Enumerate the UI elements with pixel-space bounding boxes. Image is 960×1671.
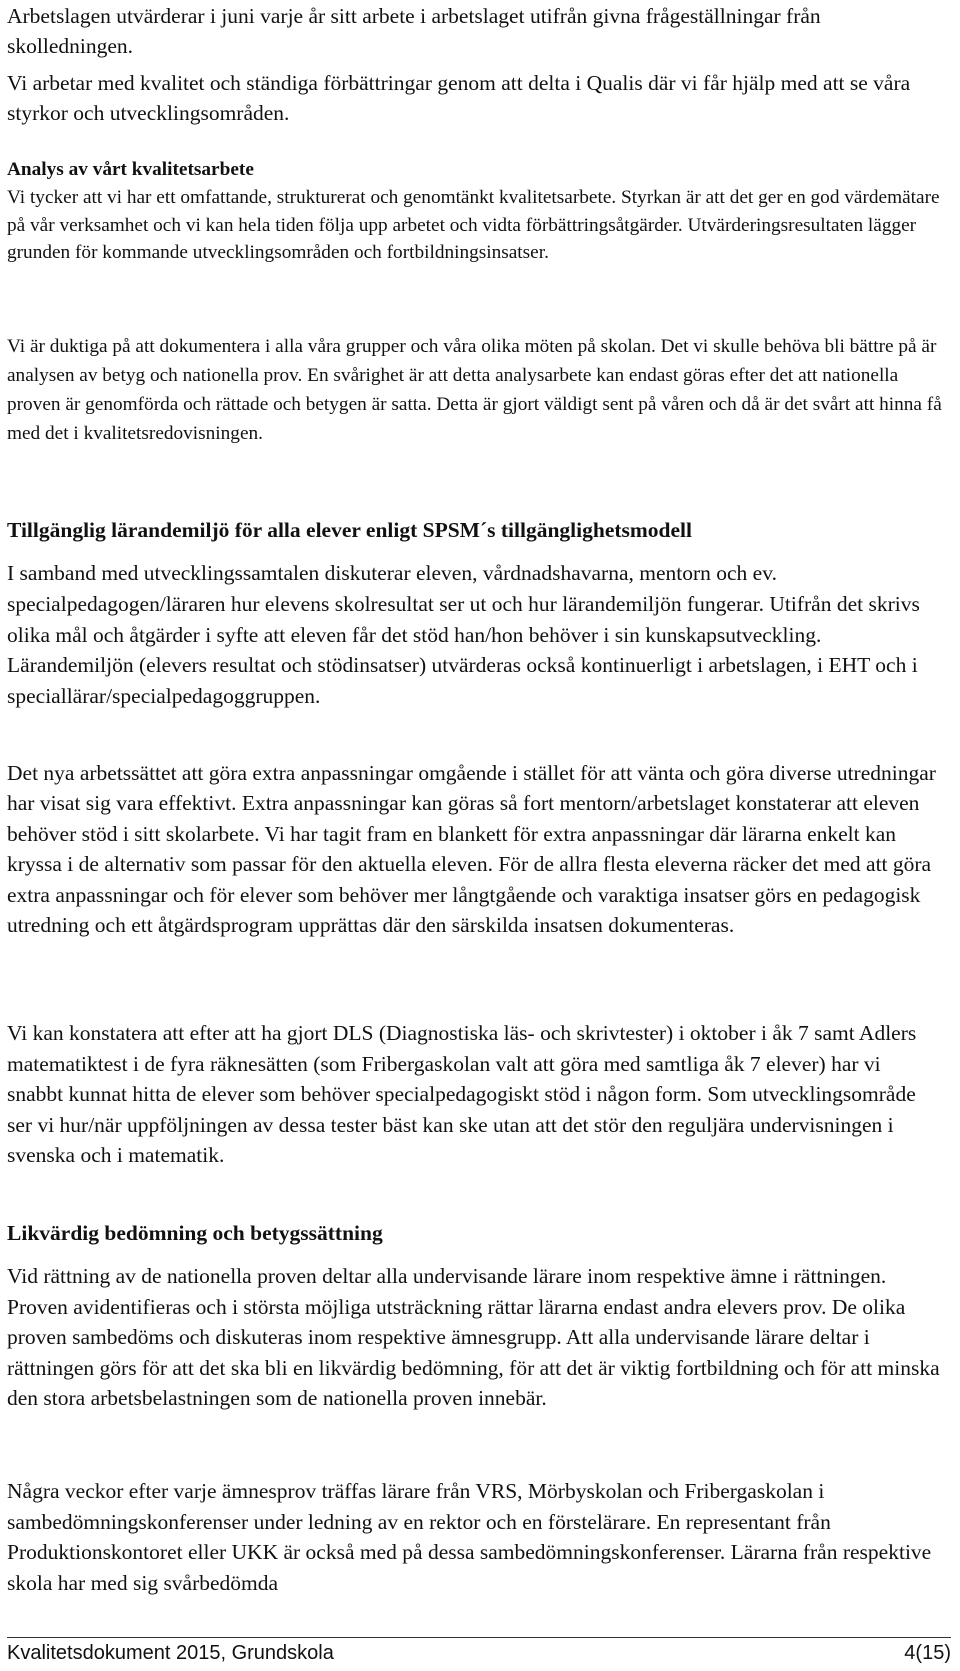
learning-environment-heading: Tillgänglig lärandemiljö för alla elever enligt SPSM´s tillgänglighetsmodell [7, 518, 692, 542]
analysis-section [7, 156, 942, 267]
analysis-paragraph: Vi tycker att vi har ett omfattande, strukturerat och genomtänkt kvalitetsarbete. Styrkan är att det ger en god värdemätare på vår verksamhet och vi kan hela tiden följa upp arbetet och vidta förbättringsåtgärder. Utvärderingsresultaten lägger grunden för kommande utvecklingsområden och fortbildningsinsatser. [7, 186, 940, 264]
assessment-heading: Likvärdig bedömning och betygssättning [7, 1221, 383, 1245]
learning-environment-paragraph: Vi kan konstatera att efter att ha gjort DLS (Diagnostiska läs- och skrivtester) i oktober i åk 7 samt Adlers matematiktest i de fyra räknesätten (som Fribergaskolan valt att göra med samtliga åk 7 elever) har vi snabbt kunnat hitta de elever som behöver specialpedagogiskt stöd i någon form. Som utvecklingsområde ser vi hur/när uppföljningen av dessa tester bäst kan ske utan att det stör den reguljära undervisningen i svenska och i matematik. [7, 1021, 917, 1167]
page-footer [7, 1640, 951, 1666]
assessment-paragraph: Vid rättning av de nationella proven deltar alla undervisande lärare inom respektive ämne i rättningen. Proven avidentifieras och i största möjliga utsträckning rättar lärarna endast andra elevers prov. De olika proven sambedöms och diskuteras inom respektive ämnesgrupp. Att alla undervisande lärare deltar i rättningen görs för att det ska bli en likvärdig bedömning, för att det är viktig fortbildning och för att minska den stora arbetsbelastningen som de nationella proven innebär. [7, 1264, 940, 1411]
learning-environment-paragraph: I samband med utvecklingssamtalen diskuterar eleven, vårdnadshavarna, mentorn och ev. specialpedagogen/läraren hur elevens skolresultat ser ut och hur lärandemiljön fungerar. Utifrån det skrivs olika mål och åtgärder i syfte att eleven får det stöd han/hon behöver i sin kunskapsutveckling. Lärandemiljön (elevers resultat och stödinsatser) utvärderas också kontinuerligt i arbetslagen, i EHT och i speciallärar/specialpedagoggruppen. [7, 561, 920, 709]
footer-divider [7, 1637, 951, 1638]
assessment-paragraph: Några veckor efter varje ämnesprov träffas lärare från VRS, Mörbyskolan och Fribergaskolan i sambedömningskonferenser under ledning av en rektor och en förstelärare. En representant från Produktionskontoret eller UKK är också med på dessa sambedömningskonferenser. Lärarna från respektive skola har med sig svårbedömda [7, 1479, 932, 1595]
analysis-paragraph: Vi är duktiga på att dokumentera i alla våra grupper och våra olika möten på skolan. Det vi skulle behöva bli bättre på är analysen av betyg och nationella prov. En svårighet är att detta analysarbete kan endast göras efter det att nationella proven är genomförda och rättade och betygen är satta. Detta är gjort väldigt sent på våren och då är det svårt att hinna få med det i kvalitetsredovisningen. [7, 336, 942, 445]
page-number: 4(15) [904, 1642, 951, 1664]
learning-environment-paragraph: Det nya arbetssättet att göra extra anpassningar omgående i stället för att vänta och göra diverse utredningar har visat sig vara effektivt. Extra anpassningar kan göras så fort mentorn/arbetslaget konstaterar att eleven behöver stöd i sitt skolarbete. Vi har tagit fram en blankett för extra anpassningar där lärarna enkelt kan kryssa i de alternativ som passar för den aktuella eleven. För de allra flesta eleverna räcker det med att göra extra anpassningar och för elever som behöver mer långtgående och varaktiga insatser görs en pedagogisk utredning och ett åtgärdsprogram upprättas där den särskilda insatsen dokumenteras. [7, 761, 936, 938]
analysis-heading: Analys av vårt kvalitetsarbete [7, 159, 254, 180]
intro-paragraph: Arbetslagen utvärderar i juni varje år sitt arbete i arbetslaget utifrån givna frågeställningar från skolledningen. [7, 4, 821, 58]
footer-title: Kvalitetsdokument 2015, Grundskola [7, 1642, 334, 1664]
intro-paragraph: Vi arbetar med kvalitet och ständiga förbättringar genom att delta i Qualis där vi får hjälp med att se våra styrkor och utvecklingsområden. [7, 71, 911, 125]
